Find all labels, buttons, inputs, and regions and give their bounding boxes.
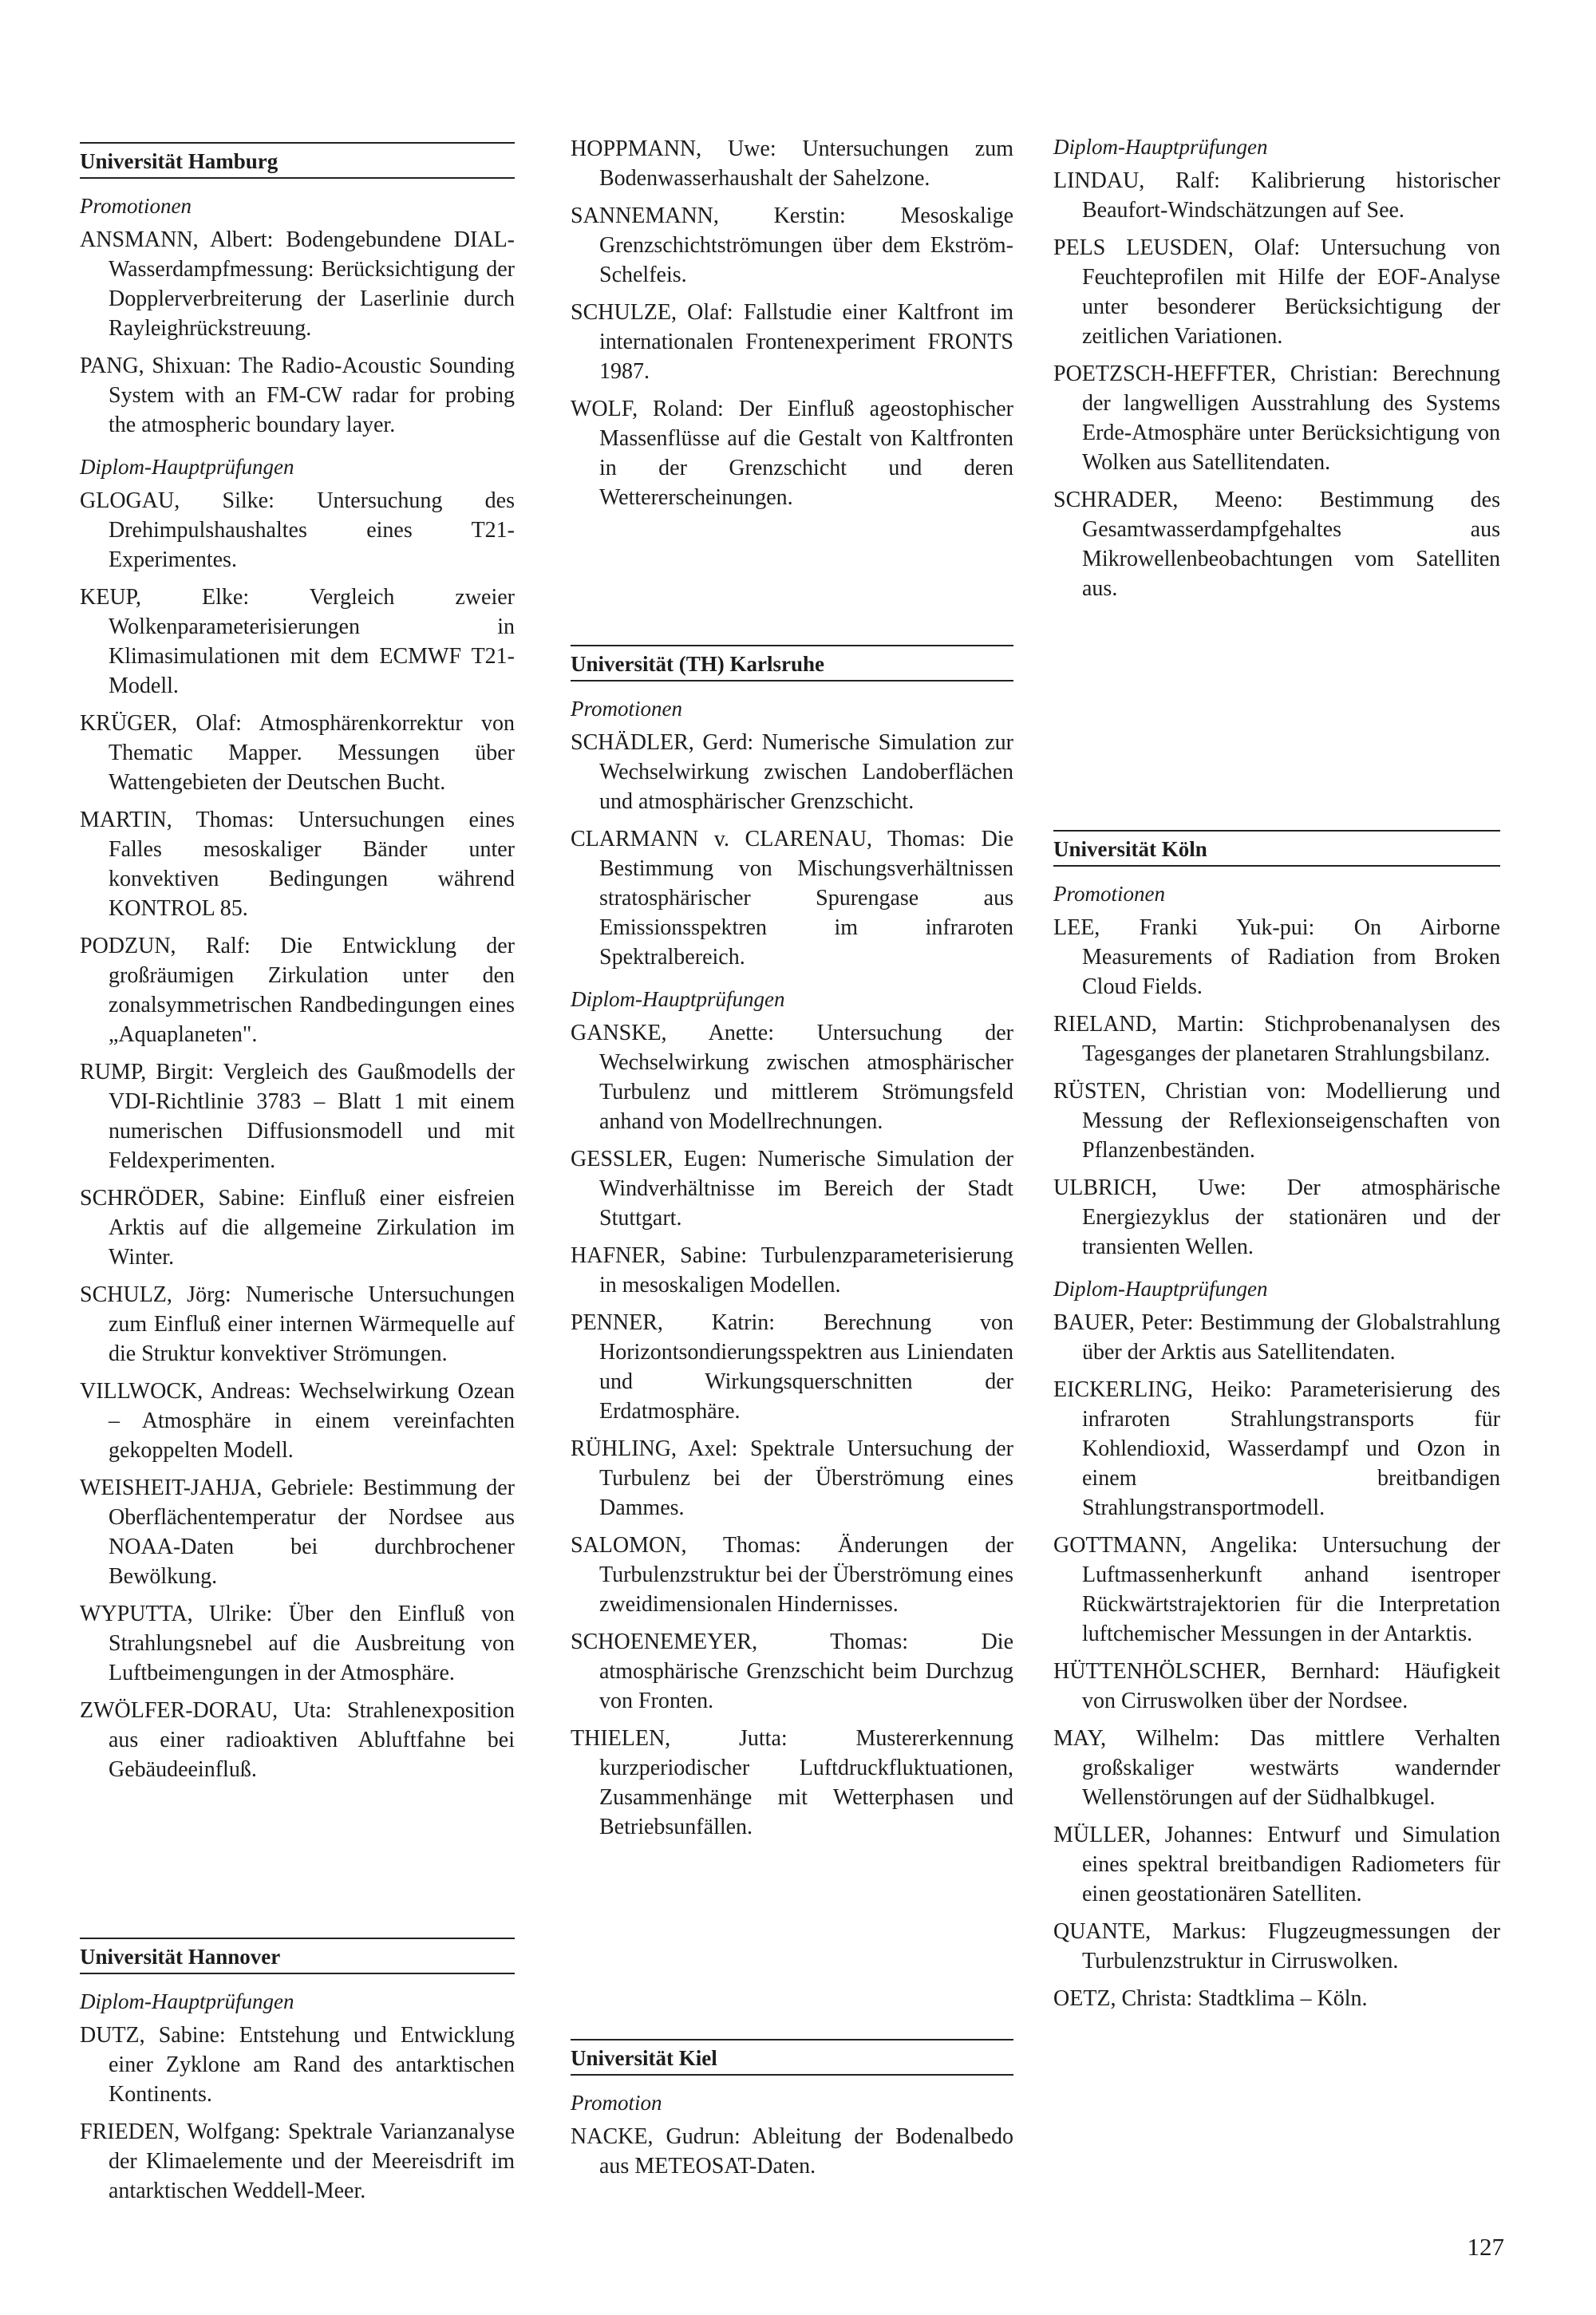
entry: ZWÖLFER-DORAU, Uta: Strahlenexposition aus einer radioaktiven Abluftfahne bei Gebäudeeinfluß. — [80, 1698, 515, 1782]
section-title: Universität Hannover — [80, 1938, 515, 1974]
category-label: Promotionen — [571, 697, 682, 721]
category-label: Diplom-Hauptprüfungen — [80, 455, 294, 479]
section-title: Universität Kiel — [571, 2039, 1013, 2076]
entry: WEISHEIT-JAHJA, Gebriele: Bestimmung der Oberflächentemperatur der Nordsee aus NOAA-Daten bei durchbrochener Bewölkung. — [80, 1476, 515, 1589]
entry: SCHULZE, Olaf: Fallstudie einer Kaltfront im internationalen Frontenexperiment FRONTS 1987. — [571, 300, 1013, 384]
category-label: Diplom-Hauptprüfungen — [571, 987, 785, 1011]
entry: MÜLLER, Johannes: Entwurf und Simulation eines spektral breitbandigen Radiometers für einen geostationären Satelliten. — [1053, 1823, 1500, 1906]
category-label: Diplom-Hauptprüfungen — [1053, 135, 1268, 159]
section-title: Universität Hamburg — [80, 142, 515, 179]
entry: VILLWOCK, Andreas: Wechselwirkung Ozean – Atmosphäre in einem vereinfachten gekoppelten Modell. — [80, 1379, 515, 1463]
section-hamburg — [80, 142, 515, 1792]
entry: DUTZ, Sabine: Entstehung und Entwicklung einer Zyklone am Rand des antarktischen Kontinents. — [80, 2023, 515, 2107]
entry: THIELEN, Jutta: Mustererkennung kurzperiodischer Luftdruckfluktuationen, Zusammenhänge mit Wetterphasen und Betriebsunfällen. — [571, 1726, 1013, 1839]
entry: PENNER, Katrin: Berechnung von Horizontsondierungsspektren aus Liniendaten und Wirkungsquerschnitten der Erdatmosphäre. — [571, 1310, 1013, 1424]
entry: RÜSTEN, Christian von: Modellierung und Messung der Reflexionseigenschaften von Pflanzenbeständen. — [1053, 1079, 1500, 1163]
section-koeln — [1053, 830, 1500, 2021]
entry: HÜTTENHÖLSCHER, Bernhard: Häufigkeit von Cirruswolken über der Nordsee. — [1053, 1659, 1500, 1713]
entry: BAUER, Peter: Bestimmung der Globalstrahlung über der Arktis aus Satellitendaten. — [1053, 1310, 1500, 1365]
entry: CLARMANN v. CLARENAU, Thomas: Die Bestimmung von Mischungsverhältnissen stratosphärischer Spurengase aus Emissionsspektren im infraroten Spektralbereich. — [571, 827, 1013, 970]
entry: SCHRADER, Meeno: Bestimmung des Gesamtwasserdampfgehaltes aus Mikrowellenbeobachtungen vom Satelliten aus. — [1053, 488, 1500, 601]
entry: PELS LEUSDEN, Olaf: Untersuchung von Feuchteprofilen mit Hilfe der EOF-Analyse unter besonderer Berücksichtigung der zeitlichen Variationen. — [1053, 235, 1500, 349]
entry: RUMP, Birgit: Vergleich des Gaußmodells der VDI-Richtlinie 3783 – Blatt 1 mit einem numerischen Diffusionsmodell und mit Feldexperimenten. — [80, 1060, 515, 1173]
entry: HOPPMANN, Uwe: Untersuchungen zum Bodenwasserhaushalt der Sahelzone. — [571, 136, 1013, 191]
entry: SCHOENEMEYER, Thomas: Die atmosphärische Grenzschicht beim Durchzug von Fronten. — [571, 1630, 1013, 1713]
entry: HAFNER, Sabine: Turbulenzparameterisierung in mesoskaligen Modellen. — [571, 1243, 1013, 1298]
entry: EICKERLING, Heiko: Parameterisierung des infraroten Strahlungstransports für Kohlendioxid, Wasserdampf und Ozon in einem breitbandigen Strahlungstransportmodell. — [1053, 1377, 1500, 1520]
section-hannover — [80, 1938, 515, 2214]
category-label: Diplom-Hauptprüfungen — [80, 1989, 294, 2013]
entry: SCHÄDLER, Gerd: Numerische Simulation zur Wechselwirkung zwischen Landoberflächen und atmosphärischer Grenzschicht. — [571, 730, 1013, 814]
category-label: Promotionen — [80, 194, 192, 218]
entry: KEUP, Elke: Vergleich zweier Wolkenparameterisierungen in Klimasimulationen mit dem ECMWF T21-Modell. — [80, 585, 515, 698]
entry: POETZSCH-HEFFTER, Christian: Berechnung der langwelligen Ausstrahlung des Systems Erde-Atmosphäre unter Berücksichtigung von Wolken aus Satellitendaten. — [1053, 361, 1500, 475]
section-kiel-continued — [1053, 131, 1500, 611]
entry: WYPUTTA, Ulrike: Über den Einfluß von Strahlungsnebel auf die Ausbreitung von Luftbeimengungen in der Atmosphäre. — [80, 1602, 515, 1685]
entry: GANSKE, Anette: Untersuchung der Wechselwirkung zwischen atmosphärischer Turbulenz und mittlerem Strömungsfeld anhand von Modellrechnungen. — [571, 1021, 1013, 1134]
entry: GESSLER, Eugen: Numerische Simulation der Windverhältnisse im Bereich der Stadt Stuttgart. — [571, 1147, 1013, 1231]
entry: FRIEDEN, Wolfgang: Spektrale Varianzanalyse der Klimaelemente und der Meereisdrift im antarktischen Weddell-Meer. — [80, 2119, 515, 2203]
section-karlsruhe — [571, 645, 1013, 1850]
entry: WOLF, Roland: Der Einfluß ageostophischer Massenflüsse auf die Gestalt von Kaltfronten in der Grenzschicht und deren Wettererscheinungen. — [571, 397, 1013, 510]
category-label: Promotionen — [1053, 882, 1165, 906]
entry: ULBRICH, Uwe: Der atmosphärische Energiezyklus der stationären und der transienten Wellen. — [1053, 1175, 1500, 1259]
entry: QUANTE, Markus: Flugzeugmessungen der Turbulenzstruktur in Cirruswolken. — [1053, 1919, 1500, 1973]
entry: SCHULZ, Jörg: Numerische Untersuchungen zum Einfluß einer internen Wärmequelle auf die Struktur konvektiver Strömungen. — [80, 1282, 515, 1366]
entry: GOTTMANN, Angelika: Untersuchung der Luftmassenherkunft anhand isentroper Rückwärtstrajektorien für die Interpretation luftchemischer Messungen in der Antarktis. — [1053, 1533, 1500, 1646]
entry: OETZ, Christa: Stadtklima – Köln. — [1053, 1986, 1368, 2011]
category-label: Promotion — [571, 2091, 662, 2115]
entry: LEE, Franki Yuk-pui: On Airborne Measurements of Radiation from Broken Cloud Fields. — [1053, 915, 1500, 999]
entry: SCHRÖDER, Sabine: Einfluß einer eisfreien Arktis auf die allgemeine Zirkulation im Winter. — [80, 1186, 515, 1270]
entry: LINDAU, Ralf: Kalibrierung historischer Beaufort-Windschätzungen auf See. — [1053, 168, 1500, 223]
entry: PANG, Shixuan: The Radio-Acoustic Sounding System with an FM-CW radar for probing the atmospheric boundary layer. — [80, 354, 515, 437]
entry: ANSMANN, Albert: Bodengebundene DIAL-Wasserdampfmessung: Berücksichtigung der Dopplerverbreiterung der Laserlinie durch Rayleighrückstreuung. — [80, 227, 515, 341]
entry: PODZUN, Ralf: Die Entwicklung der großräumigen Zirkulation unter den zonalsymmetrischen Randbedingungen eines „Aquaplaneten". — [80, 934, 515, 1047]
page-number: 127 — [1467, 2233, 1504, 2261]
section-kiel — [571, 2039, 1013, 2189]
section-title: Universität (TH) Karlsruhe — [571, 645, 1013, 681]
entry: SALOMON, Thomas: Änderungen der Turbulenzstruktur bei der Überströmung eines zweidimensionalen Hindernisses. — [571, 1533, 1013, 1617]
entry: MARTIN, Thomas: Untersuchungen eines Falles mesoskaliger Bänder unter konvektiven Bedingungen während KONTROL 85. — [80, 808, 515, 921]
entry: SANNEMANN, Kerstin: Mesoskalige Grenzschichtströmungen über dem Ekström-Schelfeis. — [571, 203, 1013, 287]
entry: MAY, Wilhelm: Das mittlere Verhalten großskaliger westwärts wandernder Wellenstörungen auf der Südhalbkugel. — [1053, 1726, 1500, 1810]
section-title: Universität Köln — [1053, 830, 1500, 867]
entry: NACKE, Gudrun: Ableitung der Bodenalbedo aus METEOSAT-Daten. — [571, 2124, 1013, 2179]
entry: GLOGAU, Silke: Untersuchung des Drehimpulshaushaltes eines T21-Experimentes. — [80, 488, 515, 572]
entry: RÜHLING, Axel: Spektrale Untersuchung der Turbulenz bei der Überströmung eines Dammes. — [571, 1436, 1013, 1520]
entry: KRÜGER, Olaf: Atmosphärenkorrektur von Thematic Mapper. Messungen über Wattengebieten der Deutschen Bucht. — [80, 711, 515, 795]
category-label: Diplom-Hauptprüfungen — [1053, 1277, 1268, 1301]
section-hannover-continued — [571, 134, 1013, 520]
entry: RIELAND, Martin: Stichprobenanalysen des Tagesganges der planetaren Strahlungsbilanz. — [1053, 1012, 1500, 1066]
